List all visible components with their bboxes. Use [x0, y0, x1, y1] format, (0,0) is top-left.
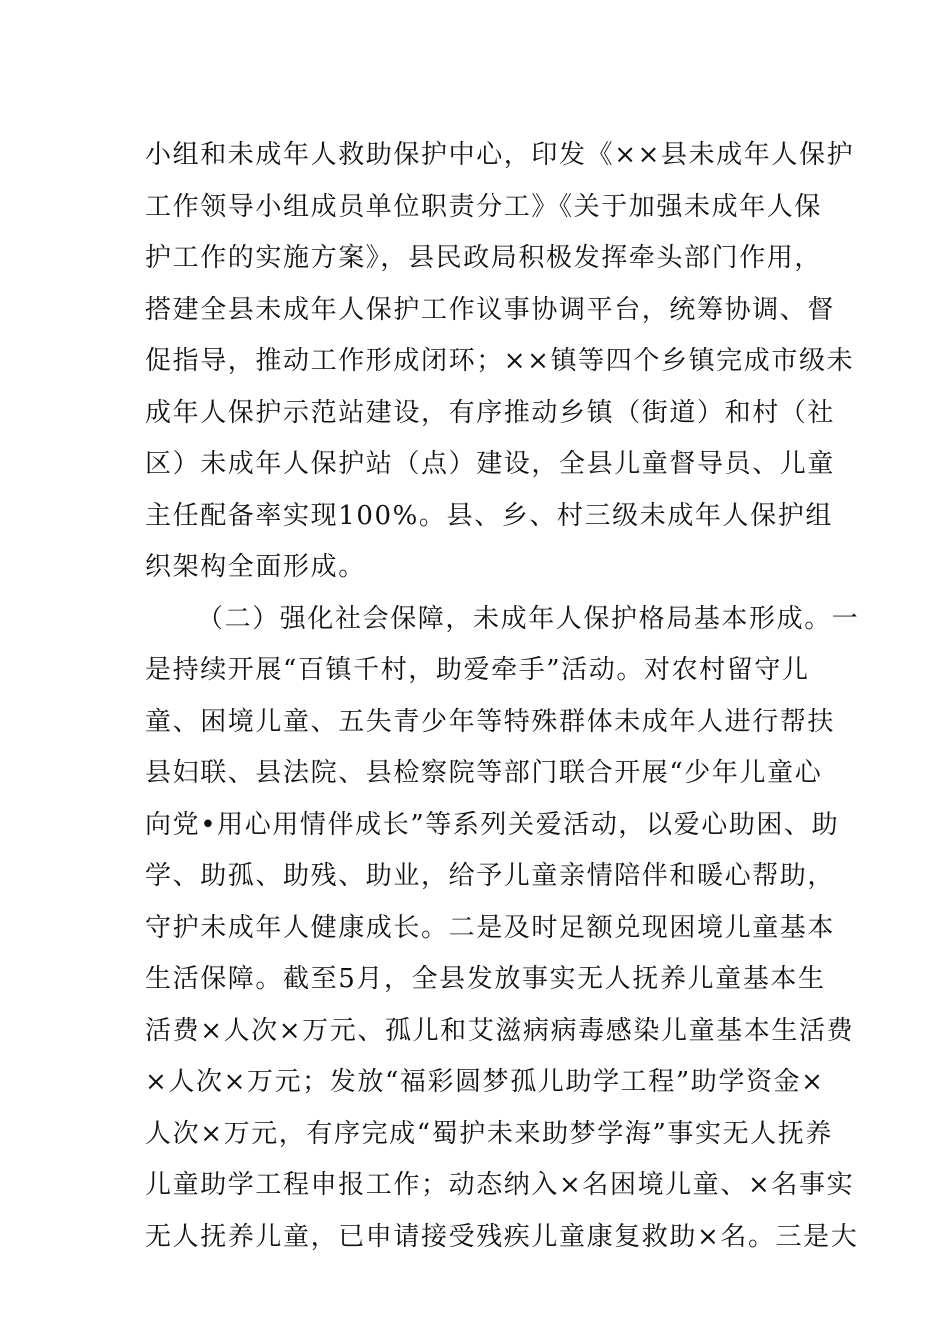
text-line: 童、困境儿童、五失青少年等特殊群体未成年人进行帮扶	[145, 706, 836, 737]
text-line: 人次×万元，有序完成“蜀护未来助梦学海”事实无人抚养	[145, 1118, 833, 1149]
text-line: 护工作的实施方案》，县民政局积极发挥牵头部门作用，	[145, 243, 823, 273]
text-line: 织架构全面形成。	[145, 552, 366, 582]
text-line: 县妇联、县法院、县检察院等部门联合开展“少年儿童心	[145, 758, 823, 788]
document-body	[145, 130, 860, 1263]
section-heading-line: （二）强化社会保障，未成年人保护格局基本形成。一	[197, 603, 860, 634]
text-line: 促指导，推动工作形成闭环；××镇等四个乡镇完成市级未	[145, 346, 855, 376]
text-line: ×人次×万元；发放“福彩圆梦孤儿助学工程”助学资金×	[145, 1067, 825, 1097]
text-line: 成年人保护示范站建设，有序推动乡镇（街道）和村（社	[145, 397, 836, 428]
text-line: 向党•用心用情伴成长”等系列关爱活动，以爱心助困、助	[145, 809, 840, 840]
text-line: 儿童助学工程申报工作；动态纳入×名困境儿童、×名事实	[145, 1170, 855, 1200]
text-line: 活费×人次×万元、孤儿和艾滋病病毒感染儿童基本生活费	[145, 1015, 855, 1046]
text-line: 区）未成年人保护站（点）建设，全县儿童督导员、儿童	[145, 449, 836, 479]
text-line: 搭建全县未成年人保护工作议事协调平台，统筹协调、督	[145, 294, 836, 325]
text-line: 小组和未成年人救助保护中心，印发《××县未成年人保护	[145, 140, 855, 170]
text-line: 守护未成年人健康成长。二是及时足额兑现困境儿童基本	[145, 912, 836, 943]
text-line: 是持续开展“百镇千村，助爱牵手”活动。对农村留守儿	[145, 655, 810, 685]
text-line: 学、助孤、助残、助业，给予儿童亲情陪伴和暖心帮助，	[145, 861, 836, 891]
text-line: 主任配备率实现100%。县、乡、村三级未成年人保护组	[145, 500, 833, 531]
text-line: 生活保障。截至5月，全县发放事实无人抚养儿童基本生	[145, 964, 826, 994]
text-line: 无人抚养儿童，已申请接受残疾儿童康复救助×名。三是大	[145, 1221, 859, 1252]
text-line: 工作领导小组成员单位职责分工》《关于加强未成年人保	[145, 191, 823, 222]
